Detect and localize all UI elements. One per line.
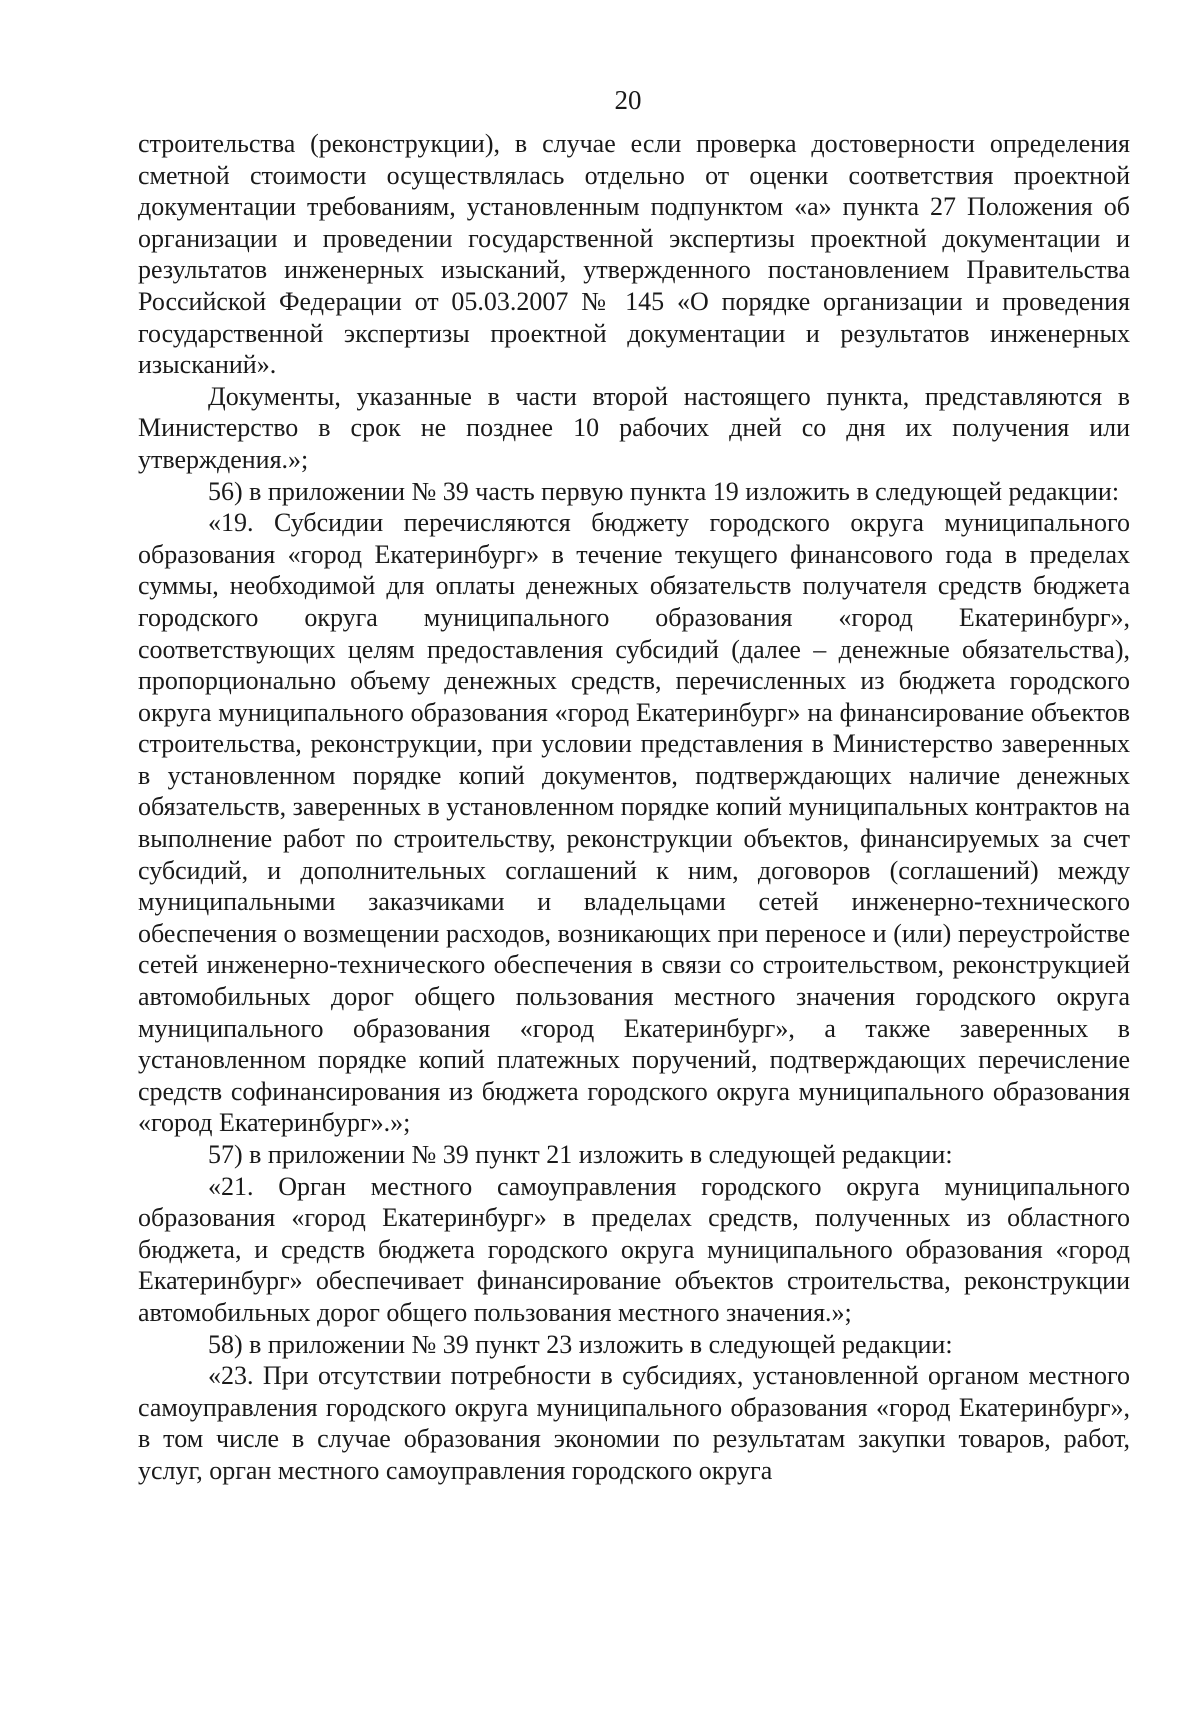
document-body — [138, 128, 1130, 1487]
paragraph-clause-19: «19. Субсидии перечисляются бюджету городского округа муниципального образования «город Екатеринбург» в течение текущего финансового года в пределах суммы, необходимой для оплаты денежных обязательств получателя средств бюджета городского округа муниципального образования «город Екатеринбург», соответствующих целям предоставления субсидий (далее – денежные обязательства), пропорционально объему денежных средств, перечисленных из бюджета городского округа муниципального образования «город Екатеринбург» на финансирование объектов строительства, реконструкции, при условии представления в Министерство заверенных в установленном порядке копий документов, подтверждающих наличие денежных обязательств, заверенных в установленном порядке копий муниципальных контрактов на выполнение работ по строительству, реконструкции объектов, финансируемых за счет субсидий, и дополнительных соглашений к ним, договоров (соглашений) между муниципальными заказчиками и владельцами сетей инженерно-технического обеспечения о возмещении расходов, возникающих при переносе и (или) переустройстве сетей инженерно-технического обеспечения в связи со строительством, реконструкцией автомобильных дорог общего пользования местного значения городского округа муниципального образования «город Екатеринбург», а также заверенных в установленном порядке копий платежных поручений, подтверждающих перечисление средств софинансирования из бюджета городского округа муниципального образования «город Екатеринбург».»; — [138, 508, 1130, 1138]
paragraph-item-58: 58) в приложении № 39 пункт 23 изложить в следующей редакции: — [208, 1329, 953, 1359]
paragraph-item-57: 57) в приложении № 39 пункт 21 изложить в следующей редакции: — [208, 1140, 953, 1169]
paragraph-continuation: строительства (реконструкции), в случае если проверка достоверности определения сметной стоимости осуществлялась отдельно от оценки соответствия проектной документации требованиям, установленным подпунктом «а» пункта 27 Положения об организации и проведении государственной экспертизы проектной документации и результатов инженерных изысканий, утвержденного постановлением Правительства Российской Федерации от 05.03.2007 № 145 «О порядке организации и проведения государственной экспертизы проектной документации и результатов инженерных изысканий». — [138, 129, 1130, 380]
paragraph-clause-23: «23. При отсутствии потребности в субсидиях, установленной органом местного самоуправления городского округа муниципального образования «город Екатеринбург», в том числе в случае образования экономии по результатам закупки товаров, работ, услуг, орган местного самоуправления городского округа — [138, 1361, 1130, 1485]
page-number: 20 — [614, 85, 642, 115]
paragraph-clause-21: «21. Орган местного самоуправления городского округа муниципального образования «город Екатеринбург» в пределах средств, полученных из областного бюджета, и средств бюджета городского округа муниципального образования «город Екатеринбург» обеспечивает финансирование объектов строительства, реконструкции автомобильных дорог общего пользования местного значения.»; — [138, 1171, 1130, 1327]
paragraph-item-56: 56) в приложении № 39 часть первую пункта 19 изложить в следующей редакции: — [208, 476, 1120, 506]
paragraph-documents: Документы, указанные в части второй настоящего пункта, представляются в Министерство в срок не позднее 10 рабочих дней со дня их получения или утверждения.»; — [138, 381, 1130, 474]
